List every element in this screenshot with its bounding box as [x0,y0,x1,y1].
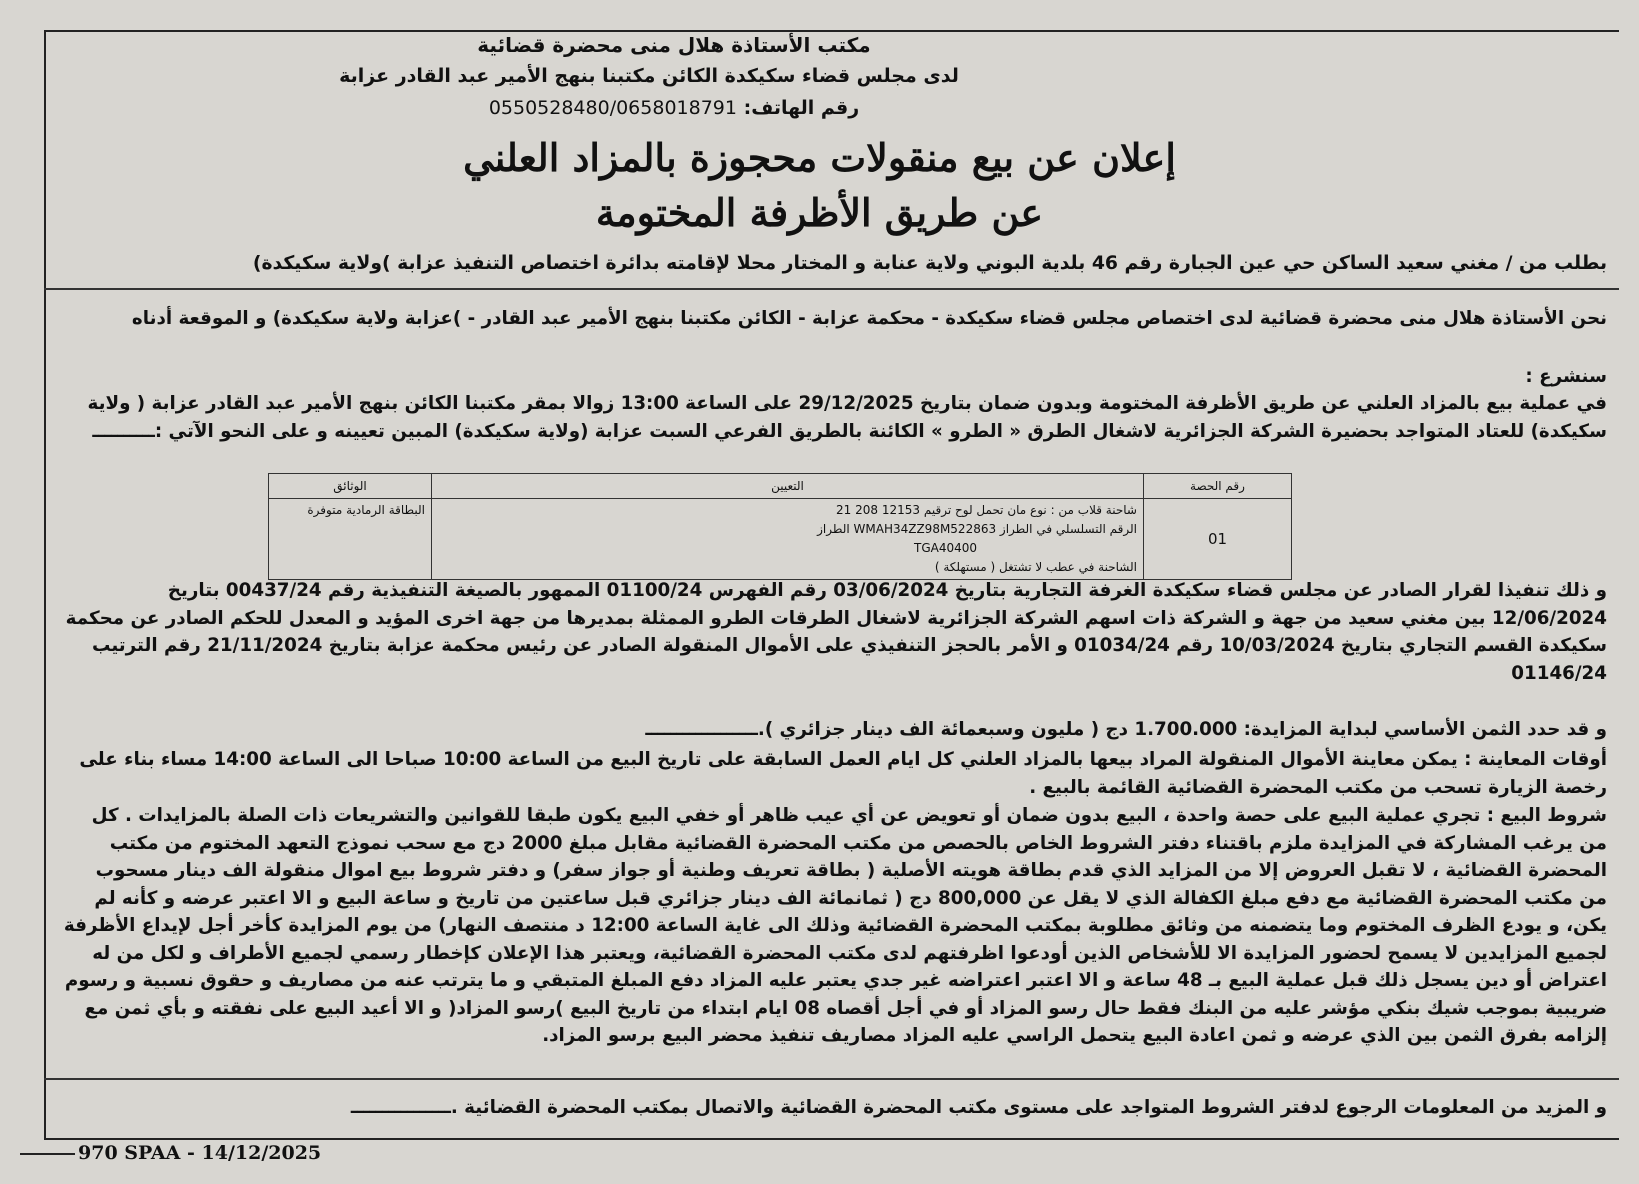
office-phone [374,97,974,119]
table-row [269,499,1292,580]
phone-label: رقم الهاتف: [743,97,860,119]
decision-paragraph: و ذلك تنفيذا لقرار الصادر عن مجلس قضاء سكيكدة الغرفة التجارية بتاريخ 03/06/2024 رقم الفهرس 01100/24 الممهور بالصيغة التنفيذية رقم 00437/24 بتاريخ 12/06/2024 بين مغني سعيد من جهة و الشركة ذات اسهم الشركة الجزائرية لاشغال الطرقات الطرو الممثلة بمديرها من جهة اخرى المؤيد و المعدل للحكم الصادر عن محكمة سكيكدة القسم التجاري بتاريخ 10/03/2024 رقم 01034/24 و الأمر بالحجز التنفيذي على الأموال المنقولة الصادر عن رئيس محكمة عزابة بتاريخ 21/11/2024 رقم الترتيب 01146/24 [65,580,1607,684]
request-line: بطلب من / مغني سعيد الساكن حي عين الجبارة رقم 46 بلدية البوني ولاية عنابة و المختار محلا لإقامته بدائرة اختصاص التنفيذ عزابة )ولاية سكيكدة) [252,253,1607,274]
desc-line: الرقم التسلسلي في الطراز WMAH34ZZ98M522863 الطراز [817,522,1137,536]
footer-reference: 970 SPAA - 14/12/2025 [78,1142,322,1164]
intro-paragraph: نحن الأستاذة هلال منى محضرة قضائية لدى اختصاص مجلس قضاء سكيكدة - محكمة عزابة - الكائن مكتبنا بنهج الأمير عبد القادر - )عزابة ولاية سكيكدة) و الموقعة أدناه [131,308,1607,329]
notice-title: إعلان عن بيع منقولات محجوزة بالمزاد العلني [463,135,1176,180]
lot-description [432,499,1144,580]
header-docs: الوثائق [269,474,432,499]
phone-number: 0550528480/0658018791 [488,97,737,119]
lot-number: 01 [1144,499,1292,580]
divider [44,1078,1619,1080]
inspection-times: أوقات المعاينة : يمكن معاينة الأموال المنقولة المراد بيعها بالمزاد العلني كل ايام العمل السابقة على تاريخ البيع من الساعة 10:00 صباحا الى الساعة 14:00 مساء بناء على رخصة الزيارة تسحب من مكتب المحضرة القضائية القائمة بالبيع . [79,749,1607,798]
header-lot: رقم الحصة [1144,474,1292,499]
table-header-row [269,474,1292,499]
base-price: و قد حدد الثمن الأساسي لبداية المزايدة: 1.700.000 دج ( مليون وسبعمائة الف دينار جزائري ).ــــــــــــــــــ [645,719,1607,740]
intro-start: سنشرع : [1525,366,1607,387]
sale-details: في عملية بيع بالمزاد العلني عن طريق الأظرفة المختومة وبدون ضمان بتاريخ 29/12/2025 على الساعة 13:00 زوالا بمقر مكتبنا الكائن بنهج الأمير عبد القادر عزابة ( ولاية سكيكدة) للعتاد المتواجد بحضيرة الشركة الجزائرية لاشغال الطرق « الطرو » الكائنة بالطريق الفرعي السبت عزابة (ولاية سكيكدة) المبين تعيينه و على النحو الآتي :ــــــــــ [87,393,1607,442]
office-address: لدى مجلس قضاء سكيكدة الكائن مكتبنا بنهج الأمير عبد القادر عزابة [339,65,959,87]
desc-line: شاحنة قلاب من : نوع مان تحمل لوح ترقيم 12153 208 21 [836,503,1137,517]
notice-subtitle: عن طريق الأظرفة المختومة [595,190,1044,235]
desc-line: الشاحنة في عطب لا تشتغل ( مستهلكة ) [934,560,1137,574]
office-name: مكتب الأستاذة هلال منى محضرة قضائية [477,33,871,57]
lot-documents: البطاقة الرمادية متوفرة [269,499,432,580]
divider [44,288,1619,290]
sale-conditions: شروط البيع : تجري عملية البيع على حصة واحدة ، البيع بدون ضمان أو تعويض عن أي عيب ظاهر أو خفي البيع يكون طبقا للقوانين والتشريعات ذات الصلة بالمزايدات . كل من يرغب المشاركة في المزايدة ملزم باقتناء دفتر الشروط الخاص بالحصص من مكتب المحضرة القضائية مقابل مبلغ 2000 دج مع سحب نموذج التعهد المختوم من مكتب المحضرة القضائية ، لا تقبل العروض إلا من المزايد الذي قدم بطاقة هويته الأصلية ( بطاقة تعريف وطنية أو جواز سفر) و دفتر شروط بيع اموال منقولة الف دينار مسحوب من مكتب المحضرة القضائية مع دفع مبلغ الكفالة الذي لا يقل عن 800,000 دج ( ثمانمائة الف دينار جزائري قبل ساعتين من تاريخ و ساعة البيع و الا اعتبر عرضه و كأنه لم يكن، و يودع الظرف المختوم وما يتضمنه من وثائق مطلوبة بمكتب المحضرة القضائية وذلك الى غاية الساعة 12:00 د منتصف النهار) من يوم المزايدة كأخر أجل لإيداع الأظرفة لجميع المزايدين لا يسمح لحضور المزايدة الا للأشخاص الذين أودعوا اظرفتهم لدى مكتب المحضرة القضائية، ويعتبر هذا الإعلان كإخطار رسمي لجميع الأطراف و لكل من له اعتراض أو دين يسجل ذلك قبل عملية البيع بـ 48 ساعة و الا اعتبر اعتراضه غير جدي يعتبر عليه المزاد دفع المبلغ المتبقي و ما يترتب عنه من مصاريف و حقوق نسبية و رسوم ضريبية بموجب شيك بنكي مؤشر عليه من البنك فقط حال رسو المزاد أو في أجل أقصاه 08 ايام ابتداء من تاريخ البيع )رسو المزاد( و الا أعيد البيع على نفقته و بأي ثمن مع إلزامه بفرق الثمن بين الذي عرضه و ثمن اعادة البيع يتحمل الراسي عليه المزاد مصاريف تنفيذ محضر البيع برسو المزاد. [63,805,1607,1046]
closing-note: و المزيد من المعلومات الرجوع لدفتر الشروط المتواجد على مستوى مكتب المحضرة القضائية والاتصال بمكتب المحضرة القضائية .ــــــــــــــــ [350,1097,1607,1118]
lots-table [268,473,1292,580]
footer-rule [20,1153,75,1155]
desc-line: TGA40400 [913,541,977,555]
header-desc: التعيين [432,474,1144,499]
